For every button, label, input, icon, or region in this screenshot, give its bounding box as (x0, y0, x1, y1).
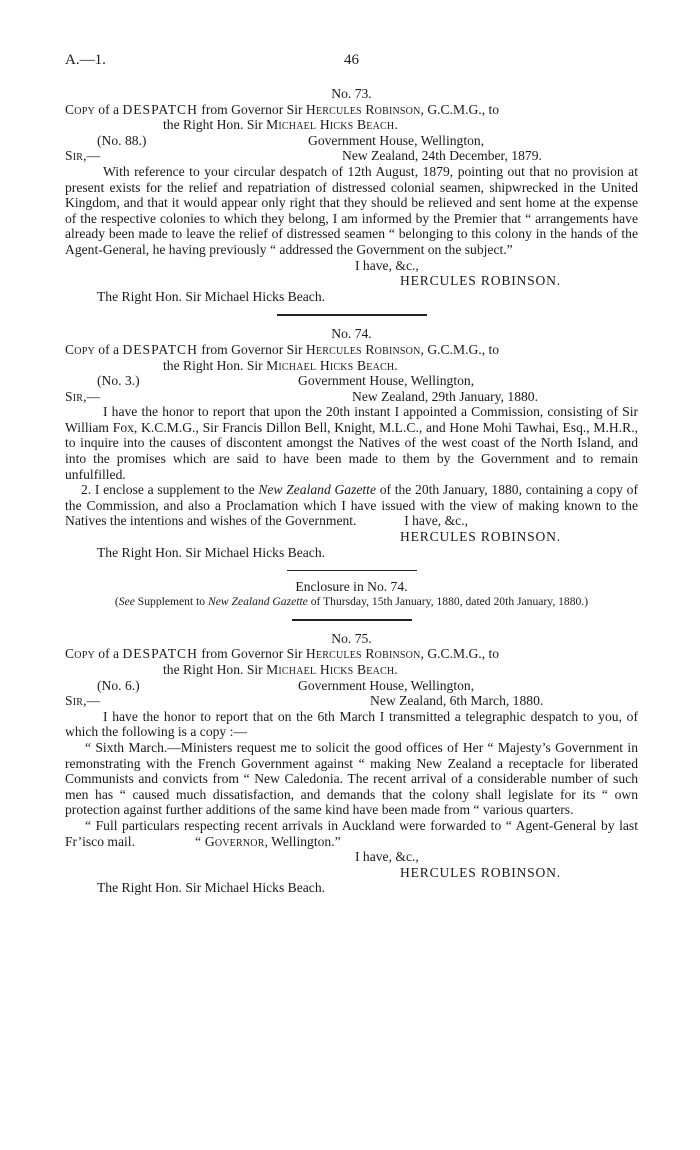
despatch-word: DESPATCH (122, 646, 198, 662)
recipient-name: Michael Hicks Beach (266, 117, 395, 133)
note-text: of Thursday, 15th January, 1880, dated 20th January, 1880.) (307, 594, 589, 608)
note-see: See (118, 594, 135, 608)
salutation-word: Sir (65, 693, 84, 709)
title-text: of a (94, 341, 123, 357)
section-divider (287, 570, 417, 571)
addressee: The Right Hon. Sir Michael Hicks Beach. (97, 880, 326, 896)
despatch-place: Government House, Wellington, (308, 132, 485, 148)
title-text: . (394, 117, 398, 133)
gazette-title: New Zealand Gazette (258, 482, 376, 498)
quote-text: , Wellington.” (264, 833, 341, 849)
sender-name: Hercules Robinson (305, 341, 421, 357)
copy-word: Copy (65, 101, 95, 117)
despatch-ref: (No. 88.) (97, 132, 147, 148)
closing: I have, &c., (404, 513, 468, 529)
despatch-word: DESPATCH (122, 341, 198, 357)
addressee: The Right Hon. Sir Michael Hicks Beach. (97, 288, 326, 304)
signature: HERCULES ROBINSON. (400, 273, 561, 289)
note-text: ( (114, 594, 119, 608)
paper-reference: A.—1. (65, 52, 106, 68)
telegram-quote: “ Sixth March.—Ministers request me to solicit the good offices of Her “ Majesty’s Government in remonstrating with the French Government against “ making New Zealand a receptacle for liberated Communists and convicts from “ New Caledonia. The recent arrival of a considerable number of such men has “ caused much dissatisfaction, and demands that the colony shall legislate for its “ own protection against further additions of the same kind have been made from “ various quarters. (65, 739, 638, 818)
copy-word: Copy (65, 646, 95, 662)
despatch-title (65, 102, 638, 133)
enclosure-74 (65, 579, 638, 609)
recipient-name: Michael Hicks Beach (266, 357, 395, 373)
title-text: the Right Hon. Sir (163, 117, 267, 133)
despatch-ref: (No. 3.) (97, 373, 140, 389)
despatch-ref: (No. 6.) (97, 677, 140, 693)
despatch-place: Government House, Wellington, (298, 677, 475, 693)
title-text: from Governor Sir (197, 646, 306, 662)
despatch-word: DESPATCH (122, 101, 198, 117)
telegram-quote (65, 818, 638, 849)
title-text: from Governor Sir (197, 101, 306, 117)
title-text: the Right Hon. Sir (163, 662, 267, 677)
despatch-place: Government House, Wellington, (298, 373, 475, 389)
signature: HERCULES ROBINSON. (400, 864, 561, 880)
signature: HERCULES ROBINSON. (400, 529, 561, 545)
enclosure-heading: Enclosure in No. 74. (295, 579, 408, 595)
salutation-dash: ,— (83, 693, 101, 709)
running-header (65, 52, 638, 72)
page-number: 46 (344, 52, 359, 68)
salutation-line (65, 148, 638, 164)
despatch-date: New Zealand, 24th December, 1879. (342, 148, 542, 164)
title-text: of a (94, 646, 123, 662)
despatch-74 (65, 326, 638, 560)
despatch-paragraph: I have the honor to report that upon the 20th instant I appointed a Commission, consisting of Sir William Fox, K.C.M.G., Sir Francis Dillon Bell, Knight, M.L.C., and Hone Mohi Tawhai, Esq., M.H.R., to inquire into the causes of discontent amongst the Natives of the west coast of the North Island, and into the promises which are said to have been made to them by the Government and to remain unfulfilled. (65, 404, 638, 482)
quote-text: “ Full particulars respecting recent arrivals in Auckland were forwarded to “ Agent-General by last Fr’isco mail. (65, 817, 638, 849)
title-text: , G.C.M.G., to (420, 646, 500, 662)
salutation (65, 148, 100, 164)
salutation (65, 693, 100, 709)
sender-name: Hercules Robinson (305, 646, 421, 662)
copy-word: Copy (65, 341, 95, 357)
section-divider (277, 314, 427, 316)
closing: I have, &c., (355, 257, 419, 273)
title-text: . (394, 662, 398, 677)
despatch-paragraph: I have the honor to report that on the 6th March I transmitted a telegraphic despatch to you, of which the following is a copy :— (65, 708, 638, 740)
despatch-date: New Zealand, 29th January, 1880. (352, 388, 538, 404)
title-text: from Governor Sir (197, 341, 306, 357)
despatch-ref-line (65, 133, 638, 149)
salutation-line (65, 389, 638, 405)
despatch-73 (65, 86, 638, 304)
title-text: . (394, 357, 398, 373)
quote-signatory: “ Governor (194, 833, 265, 849)
despatch-title (65, 342, 638, 373)
title-text: the Right Hon. Sir (163, 357, 267, 373)
despatch-paragraph (65, 482, 638, 529)
title-text: , G.C.M.G., to (420, 341, 500, 357)
salutation-dash: ,— (83, 388, 101, 404)
despatch-title (65, 646, 638, 677)
despatch-ref-line (65, 373, 638, 389)
despatch-number: No. 75. (331, 630, 372, 646)
section-divider (292, 619, 412, 621)
salutation (65, 389, 100, 405)
salutation-dash: ,— (83, 148, 101, 164)
despatch-number: No. 74. (331, 326, 372, 342)
despatch-body: With reference to your circular despatch of 12th August, 1879, pointing out that no provision at present exists for the relief and repatriation of distressed colonial seamen, shipwrecked in the United Kingdom, and that it would appear only right that they should be relieved and sent home at the expense of the respective colonies to which they belong, I am informed by the Premier that “ arrangements have already been made to leave the relief of distressed seamen “ belonging to this colony in the hands of the Agent-General, he having previously “ addressed the Government on the subject.” (65, 163, 638, 257)
title-text: of a (94, 101, 123, 117)
paragraph-text: 2. I enclose a supplement to the (81, 482, 259, 498)
despatch-number: No. 73. (331, 86, 372, 101)
sender-name: Hercules Robinson (305, 101, 421, 117)
paragraph-text: of the 20th January, 1880, containing a copy of the Commission, and also a Proclamation which I have issued with the view of making known to the Natives the intentions and wishes of the Government. (65, 482, 638, 529)
addressee: The Right Hon. Sir Michael Hicks Beach. (97, 544, 326, 560)
closing: I have, &c., (355, 849, 419, 865)
despatch-75 (65, 631, 638, 896)
salutation-word: Sir (65, 148, 84, 164)
salutation-line (65, 693, 638, 709)
note-text: Supplement to (134, 594, 208, 608)
salutation-word: Sir (65, 388, 84, 404)
text-column (65, 86, 638, 896)
despatch-date: New Zealand, 6th March, 1880. (370, 693, 544, 709)
gazette-title: New Zealand Gazette (208, 594, 308, 608)
recipient-name: Michael Hicks Beach (266, 662, 395, 677)
despatch-ref-line (65, 678, 638, 694)
title-text: , G.C.M.G., to (420, 101, 500, 117)
enclosure-note (65, 595, 638, 609)
